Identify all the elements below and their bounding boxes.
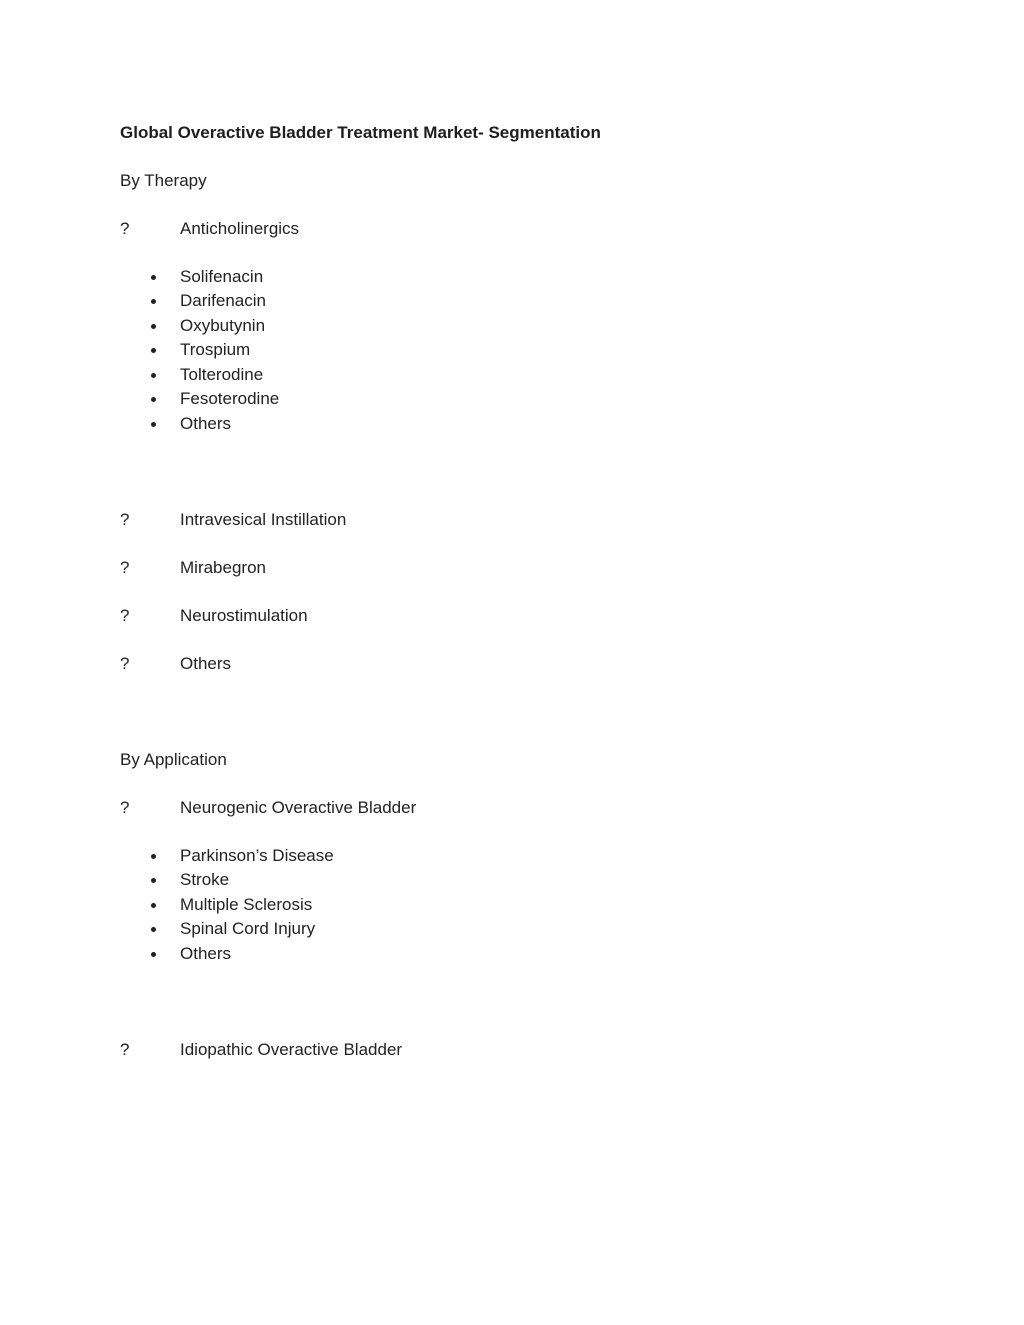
bullet-icon bbox=[151, 952, 156, 957]
application-neurogenic: Neurogenic Overactive Bladder bbox=[180, 798, 417, 817]
list-marker: ? bbox=[120, 558, 130, 577]
list-item: Trospium bbox=[180, 340, 251, 359]
list-item: Stroke bbox=[180, 870, 230, 889]
bullet-icon bbox=[151, 275, 156, 280]
list-item: Oxybutynin bbox=[180, 316, 266, 335]
bullet-icon bbox=[151, 878, 156, 883]
bullet-icon bbox=[151, 927, 156, 932]
list-marker: ? bbox=[120, 798, 130, 817]
bullet-icon bbox=[151, 422, 156, 427]
bullet-icon bbox=[151, 299, 156, 304]
list-item: Others bbox=[180, 944, 232, 963]
list-item: Tolterodine bbox=[180, 365, 264, 384]
list-item: Fesoterodine bbox=[180, 389, 280, 408]
list-item: Multiple Sclerosis bbox=[180, 895, 313, 914]
list-marker: ? bbox=[120, 654, 130, 673]
therapy-anticholinergics: Anticholinergics bbox=[180, 219, 300, 238]
list-item: Solifenacin bbox=[180, 267, 264, 286]
list-marker: ? bbox=[120, 219, 130, 238]
list-item: Spinal Cord Injury bbox=[180, 919, 316, 938]
bullet-icon bbox=[151, 854, 156, 859]
bullet-icon bbox=[151, 373, 156, 378]
application-idiopathic: Idiopathic Overactive Bladder bbox=[180, 1040, 403, 1059]
list-marker: ? bbox=[120, 606, 130, 625]
bullet-icon bbox=[151, 903, 156, 908]
section-heading-application: By Application bbox=[120, 750, 227, 769]
therapy-intravesical-instillation: Intravesical Instillation bbox=[180, 510, 347, 529]
bullet-icon bbox=[151, 324, 156, 329]
bullet-icon bbox=[151, 348, 156, 353]
bullet-icon bbox=[151, 397, 156, 402]
section-heading-therapy: By Therapy bbox=[120, 171, 207, 190]
document-title: Global Overactive Bladder Treatment Market- Segmentation bbox=[120, 123, 601, 142]
list-marker: ? bbox=[120, 510, 130, 529]
list-item: Darifenacin bbox=[180, 291, 266, 310]
list-marker: ? bbox=[120, 1040, 130, 1059]
therapy-mirabegron: Mirabegron bbox=[180, 558, 266, 577]
list-item: Parkinson’s Disease bbox=[180, 846, 334, 865]
therapy-neurostimulation: Neurostimulation bbox=[180, 606, 308, 625]
list-item: Others bbox=[180, 414, 232, 433]
therapy-others: Others bbox=[180, 654, 232, 673]
